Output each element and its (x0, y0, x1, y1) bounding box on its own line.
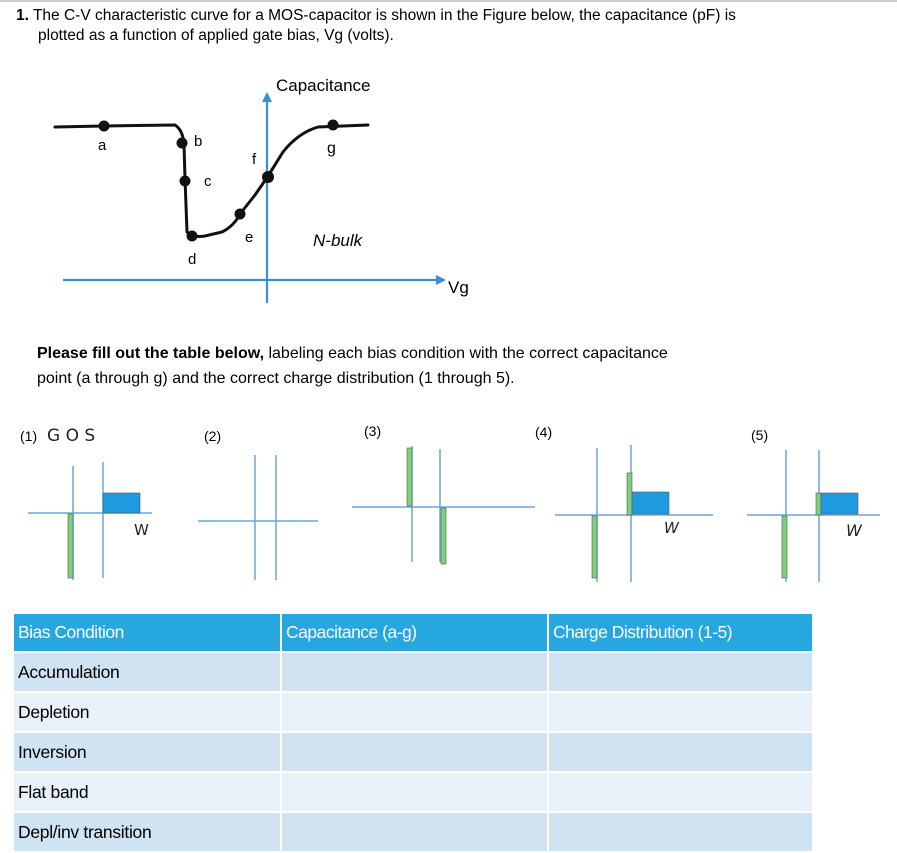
table-row (14, 813, 812, 851)
instructions-line-1: labeling each bias condition with the correct capacitance (264, 345, 668, 362)
bias-condition-cell: Depl/inv transition (14, 813, 280, 851)
table-row (14, 653, 812, 691)
bias-condition-cell: Flat band (14, 773, 280, 811)
diagram-5-number: (5) (751, 427, 769, 443)
charge-diagram-3 (352, 423, 535, 564)
question-number: 1. (16, 7, 29, 24)
diagram-3-number: (3) (364, 423, 382, 439)
diagram-1-number: (1) (20, 428, 38, 444)
point-f-label: f (252, 151, 257, 168)
charge-diagram-1 (20, 426, 152, 580)
diagram-1-handwritten: G O S (47, 426, 96, 446)
bias-condition-cell: Accumulation (14, 653, 280, 691)
question-line-2: plotted as a function of applied gate bias, Vg (volts). (38, 27, 394, 44)
instructions-line-2: point (a through g) and the correct charge distribution (1 through 5). (37, 370, 515, 387)
answer-table (12, 612, 814, 853)
charge-distribution-cell[interactable] (549, 733, 812, 771)
point-b-label: b (194, 133, 203, 150)
charge-diagram-2 (198, 428, 318, 580)
question-line-1: The C-V characteristic curve for a MOS-capacitor is shown in the Figure below, the capacitance (pF) is (32, 7, 736, 24)
capacitance-cell[interactable] (282, 693, 547, 731)
header-capacitance: Capacitance (a-g) (282, 614, 547, 651)
capacitance-cell[interactable] (282, 813, 547, 851)
table-header-row (14, 614, 812, 651)
point-e-label: e (245, 229, 254, 246)
table-row (14, 693, 812, 731)
point-g-label: g (327, 140, 336, 157)
header-charge-distribution: Charge Distribution (1-5) (549, 614, 812, 651)
charge-distribution-cell[interactable] (549, 813, 812, 851)
diagram-1-width: W (134, 521, 149, 539)
instructions-bold: Please fill out the table below, (37, 345, 265, 362)
table-row (14, 773, 812, 811)
bias-condition-cell: Depletion (14, 693, 280, 731)
point-a-label: a (98, 137, 107, 154)
diagram-2-number: (2) (204, 428, 222, 444)
header-bias-condition: Bias Condition (14, 614, 280, 651)
diagram-5-width: W (846, 521, 862, 540)
table-row (14, 733, 812, 771)
capacitance-axis-label: Capacitance (276, 76, 371, 95)
point-c-label: c (204, 173, 212, 190)
capacitance-cell[interactable] (282, 653, 547, 691)
charge-diagram-5 (747, 427, 880, 582)
charge-distribution-cell[interactable] (549, 773, 812, 811)
diagram-4-number: (4) (535, 424, 553, 440)
diagram-4-width: W (664, 519, 679, 537)
capacitance-cell[interactable] (282, 733, 547, 771)
charge-diagram-4 (535, 424, 713, 582)
point-d-label: d (188, 251, 197, 268)
capacitance-cell[interactable] (282, 773, 547, 811)
bias-condition-cell: Inversion (14, 733, 280, 771)
n-bulk-label: N-bulk (313, 231, 363, 250)
charge-distribution-cell[interactable] (549, 653, 812, 691)
vg-axis-label: Vg (448, 278, 469, 297)
charge-distribution-cell[interactable] (549, 693, 812, 731)
